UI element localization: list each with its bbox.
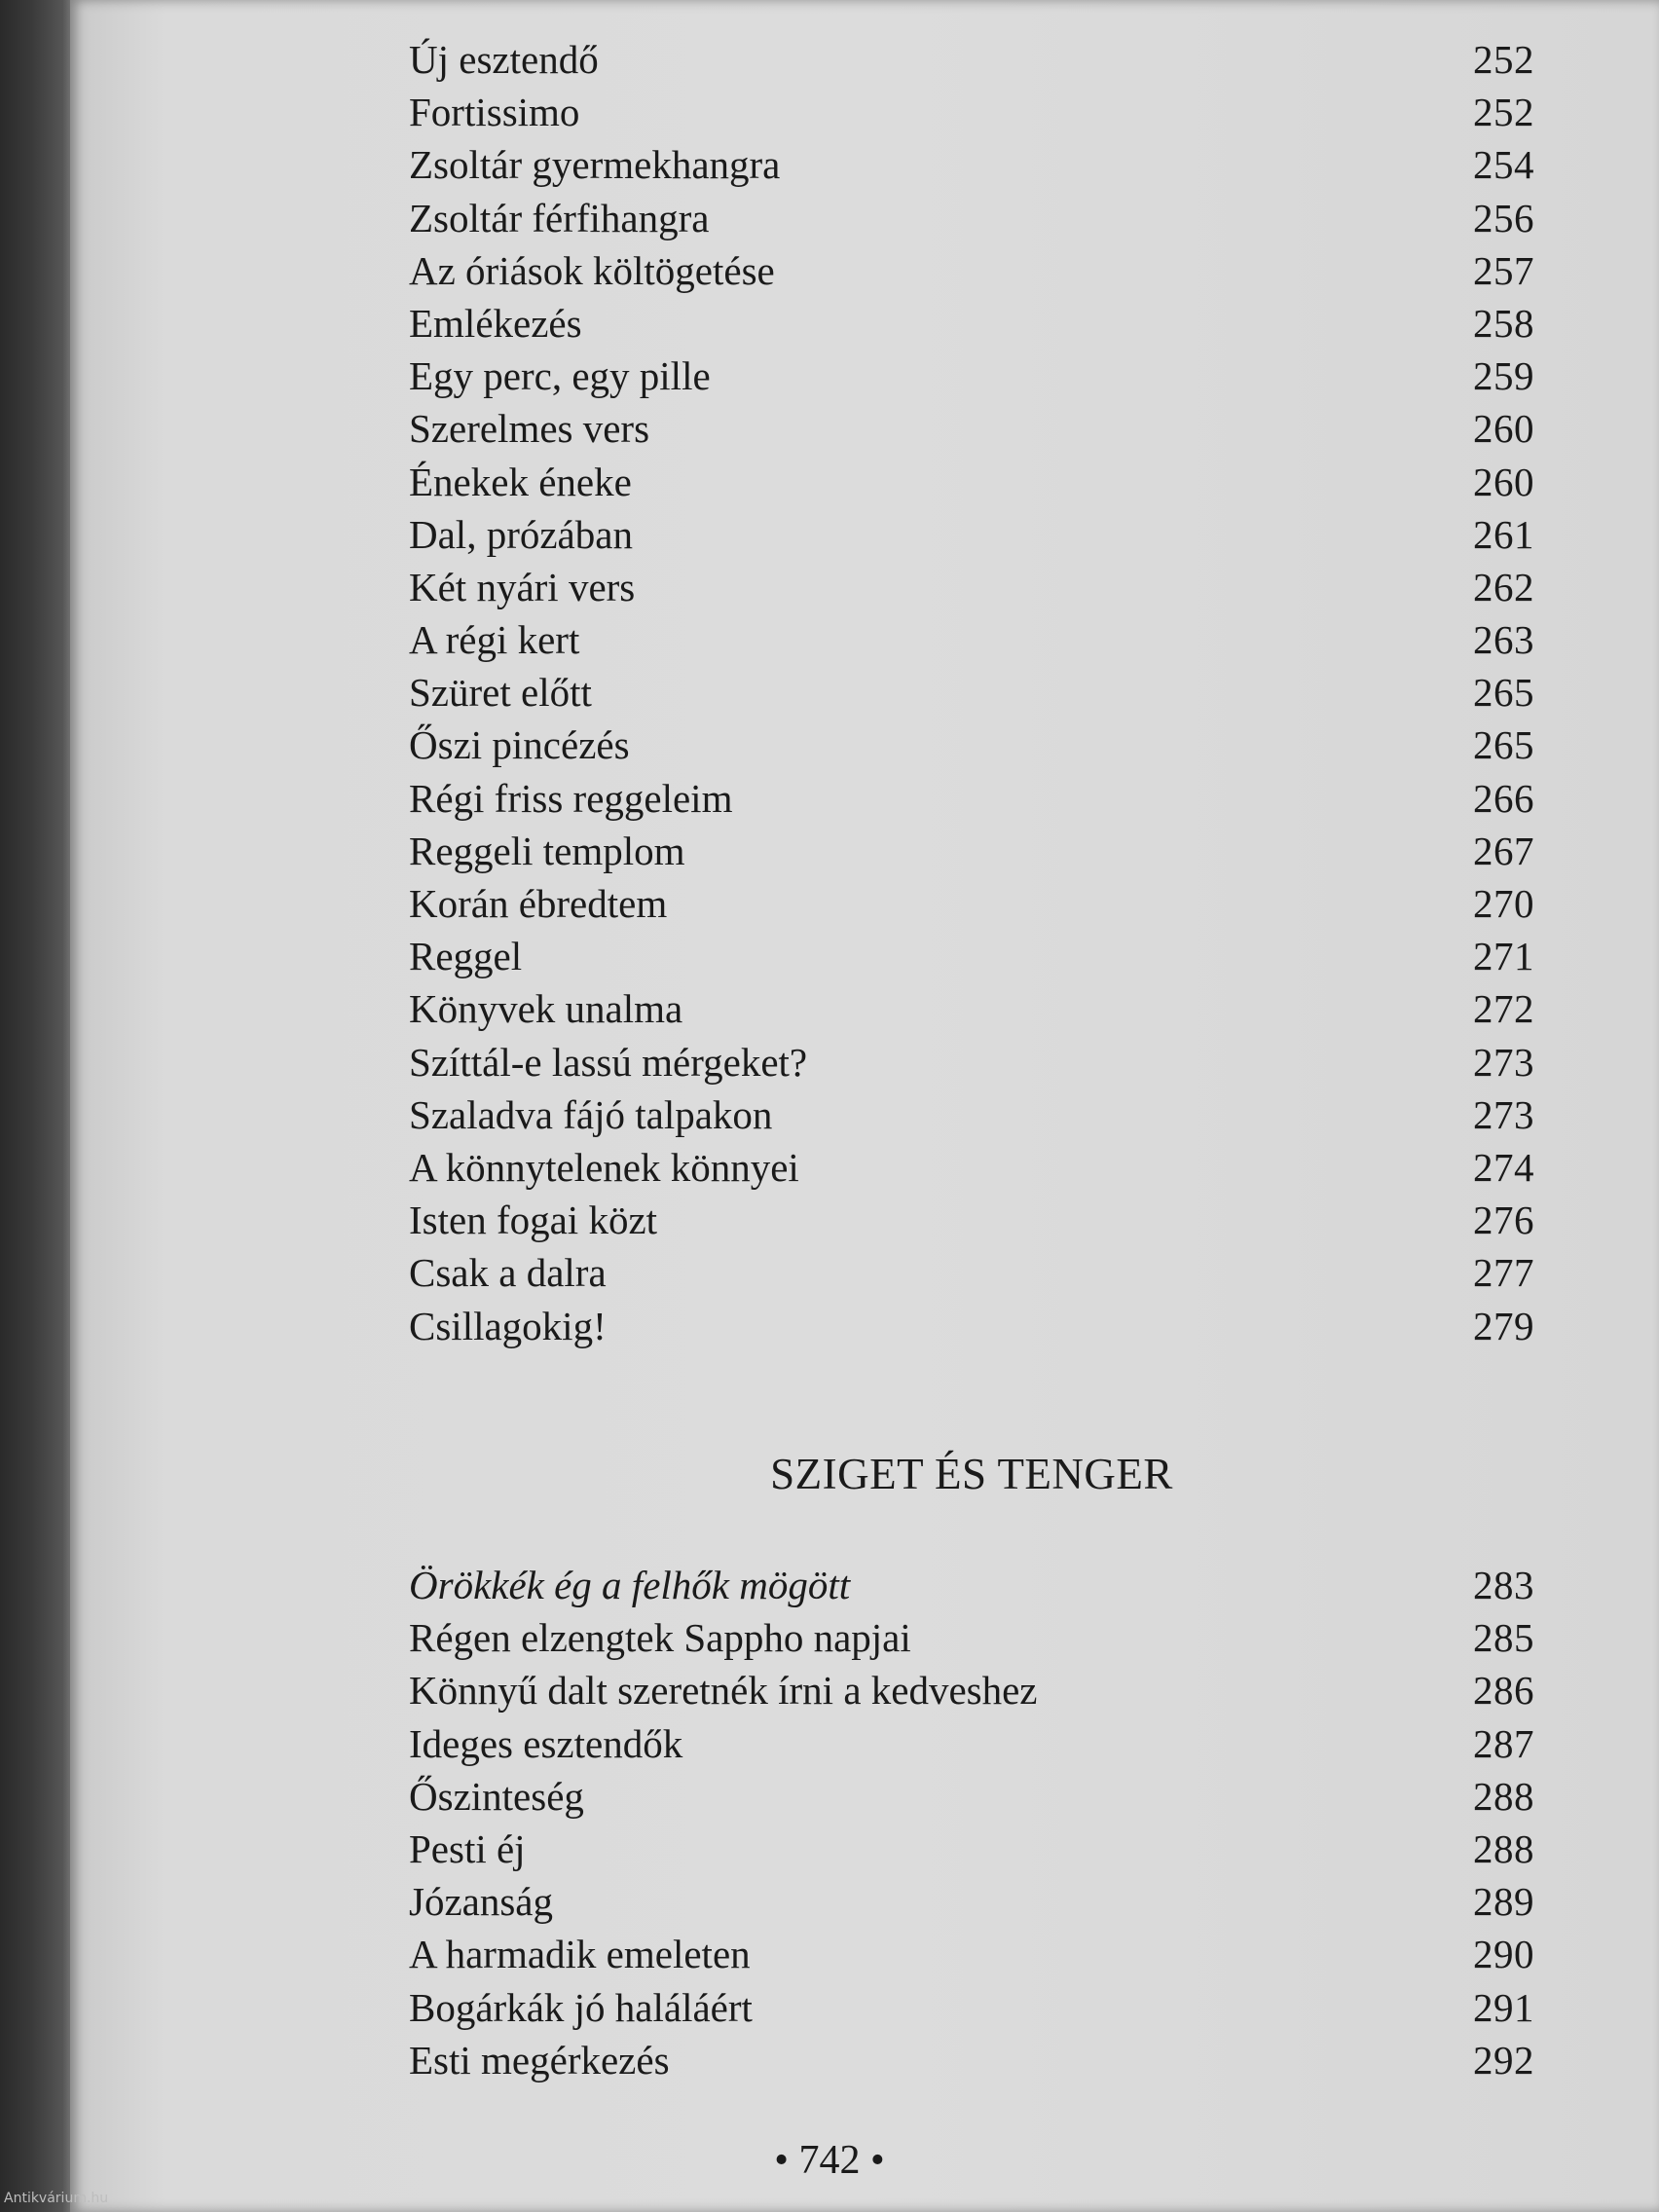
toc-entry-title: Zsoltár férfihangra <box>409 195 710 240</box>
toc-entry-title: Örökkék ég a felhők mögött <box>409 1563 851 1607</box>
toc-entry-title: Szüret előtt <box>409 670 592 716</box>
toc-entry-page: 252 <box>1473 37 1534 82</box>
toc-entry <box>409 1981 1534 2034</box>
toc-entry-page: 291 <box>1473 1984 1534 2030</box>
toc-entry <box>409 561 1534 613</box>
toc-entry-title: Egy perc, egy pille <box>409 353 711 399</box>
toc-entry-title: Könnyű dalt szeretnék írni a kedveshez <box>409 1668 1038 1714</box>
toc-entry <box>409 192 1534 244</box>
toc-entry-page: 254 <box>1473 142 1534 188</box>
toc-entry-title: Reggel <box>409 934 523 979</box>
toc-entry-page: 258 <box>1473 300 1534 346</box>
toc-entry-page: 290 <box>1473 1932 1534 1977</box>
toc-entry-page: 259 <box>1473 353 1534 399</box>
toc-entry-title: Régi friss reggeleim <box>409 775 733 821</box>
toc-entry-page: 260 <box>1473 459 1534 504</box>
toc-entry-page: 273 <box>1473 1091 1534 1137</box>
toc-entry-page: 263 <box>1473 617 1534 663</box>
toc-entry-title: Könyvek unalma <box>409 986 683 1032</box>
toc-entry <box>409 508 1534 561</box>
toc-entry-title: Józanság <box>409 1879 554 1925</box>
toc-entry <box>409 86 1534 138</box>
toc-entry-page: 287 <box>1473 1720 1534 1766</box>
toc-entry-page: 272 <box>1473 986 1534 1032</box>
toc-entry <box>409 1823 1534 1875</box>
book-binding <box>0 0 78 2212</box>
toc-entry-title: Két nyári vers <box>409 564 636 609</box>
toc-entry-title: Reggeli templom <box>409 828 685 873</box>
page-number: • 742 • <box>774 2138 885 2183</box>
toc-entry-page: 288 <box>1473 1825 1534 1871</box>
toc-entry-title: Zsoltár gyermekhangra <box>409 142 781 188</box>
toc-entry <box>409 138 1534 191</box>
toc-entry-page: 289 <box>1473 1879 1534 1925</box>
toc-entry <box>409 1246 1534 1299</box>
toc-entry <box>409 666 1534 719</box>
toc-entry <box>409 456 1534 508</box>
toc-entry <box>409 1300 1534 1352</box>
toc-entry-title: Szaladva fájó talpakon <box>409 1091 773 1137</box>
section-heading: SZIGET ÉS TENGER <box>770 1450 1173 1498</box>
toc-section-1 <box>409 33 1534 1352</box>
toc-entry-page: 257 <box>1473 247 1534 293</box>
toc-entry <box>409 1664 1534 1716</box>
toc-entry-page: 277 <box>1473 1250 1534 1296</box>
toc-entry-title: Dal, prózában <box>409 511 633 557</box>
toc-entry-page: 252 <box>1473 90 1534 135</box>
toc-entry-page: 261 <box>1473 511 1534 557</box>
toc-entry-title: A régi kert <box>409 617 580 663</box>
toc-entry <box>409 1770 1534 1823</box>
toc-entry-page: 273 <box>1473 1039 1534 1085</box>
toc-entry-title: Őszinteség <box>409 1773 584 1819</box>
toc-entry-page: 285 <box>1473 1615 1534 1661</box>
toc-entry-page: 271 <box>1473 934 1534 979</box>
toc-entry-page: 270 <box>1473 881 1534 926</box>
toc-entry <box>409 825 1534 877</box>
toc-entry-title: Régen elzengtek Sappho napjai <box>409 1615 911 1661</box>
toc-entry-title: A harmadik emeleten <box>409 1932 751 1977</box>
toc-entry <box>409 1088 1534 1141</box>
toc-entry <box>409 982 1534 1035</box>
toc-entry <box>409 930 1534 982</box>
toc-entry <box>409 1141 1534 1194</box>
toc-entry-page: 267 <box>1473 828 1534 873</box>
toc-entry <box>409 1559 1534 1611</box>
toc-entry <box>409 1928 1534 1980</box>
toc-entry-title: Énekek éneke <box>409 459 632 504</box>
toc-entry-page: 276 <box>1473 1198 1534 1243</box>
toc-entry-title: Szíttál-e lassú mérgeket? <box>409 1039 808 1085</box>
toc-entry <box>409 297 1534 350</box>
toc-entry <box>409 1875 1534 1928</box>
toc-entry-page: 265 <box>1473 670 1534 716</box>
toc-entry-title: Az óriások költögetése <box>409 247 775 293</box>
toc-entry-title: Őszi pincézés <box>409 722 630 768</box>
toc-entry <box>409 772 1534 825</box>
toc-entry-title: Szerelmes vers <box>409 406 650 452</box>
toc-entry <box>409 877 1534 930</box>
toc-entry <box>409 1611 1534 1664</box>
toc-entry <box>409 1717 1534 1770</box>
toc-entry-title: Fortissimo <box>409 90 580 135</box>
toc-entry-title: A könnytelenek könnyei <box>409 1144 799 1190</box>
toc-entry-title: Korán ébredtem <box>409 881 668 926</box>
toc-entry-page: 256 <box>1473 195 1534 240</box>
toc-entry <box>409 33 1534 86</box>
toc-entry <box>409 402 1534 455</box>
toc-entry-title: Esti megérkezés <box>409 2037 670 2083</box>
toc-entry-title: Emlékezés <box>409 300 582 346</box>
toc-entry-title: Isten fogai közt <box>409 1198 658 1243</box>
toc-section-2 <box>409 1559 1534 2086</box>
toc-entry-page: 292 <box>1473 2037 1534 2083</box>
toc-entry-page: 286 <box>1473 1668 1534 1714</box>
toc-entry-title: Bogárkák jó haláláért <box>409 1984 753 2030</box>
toc-entry <box>409 1036 1534 1088</box>
toc-entry-title: Pesti éj <box>409 1825 526 1871</box>
toc-entry <box>409 1194 1534 1246</box>
toc-entry-page: 279 <box>1473 1303 1534 1348</box>
toc-entry <box>409 613 1534 666</box>
watermark: Antikvárium.hu <box>4 2191 109 2206</box>
toc-entry-page: 288 <box>1473 1773 1534 1819</box>
toc-entry <box>409 2034 1534 2086</box>
toc-entry-page: 283 <box>1473 1563 1534 1607</box>
toc-entry-title: Ideges esztendők <box>409 1720 683 1766</box>
toc-entry-page: 266 <box>1473 775 1534 821</box>
toc-entry <box>409 244 1534 297</box>
toc-entry-title: Csak a dalra <box>409 1250 607 1296</box>
toc-entry-title: Új esztendő <box>409 37 599 82</box>
toc-entry-page: 260 <box>1473 406 1534 452</box>
toc-entry-page: 274 <box>1473 1144 1534 1190</box>
toc-entry-title: Csillagokig! <box>409 1303 607 1348</box>
toc-entry <box>409 719 1534 771</box>
toc-entry <box>409 350 1534 402</box>
toc-entry-page: 262 <box>1473 564 1534 609</box>
toc-entry-page: 265 <box>1473 722 1534 768</box>
